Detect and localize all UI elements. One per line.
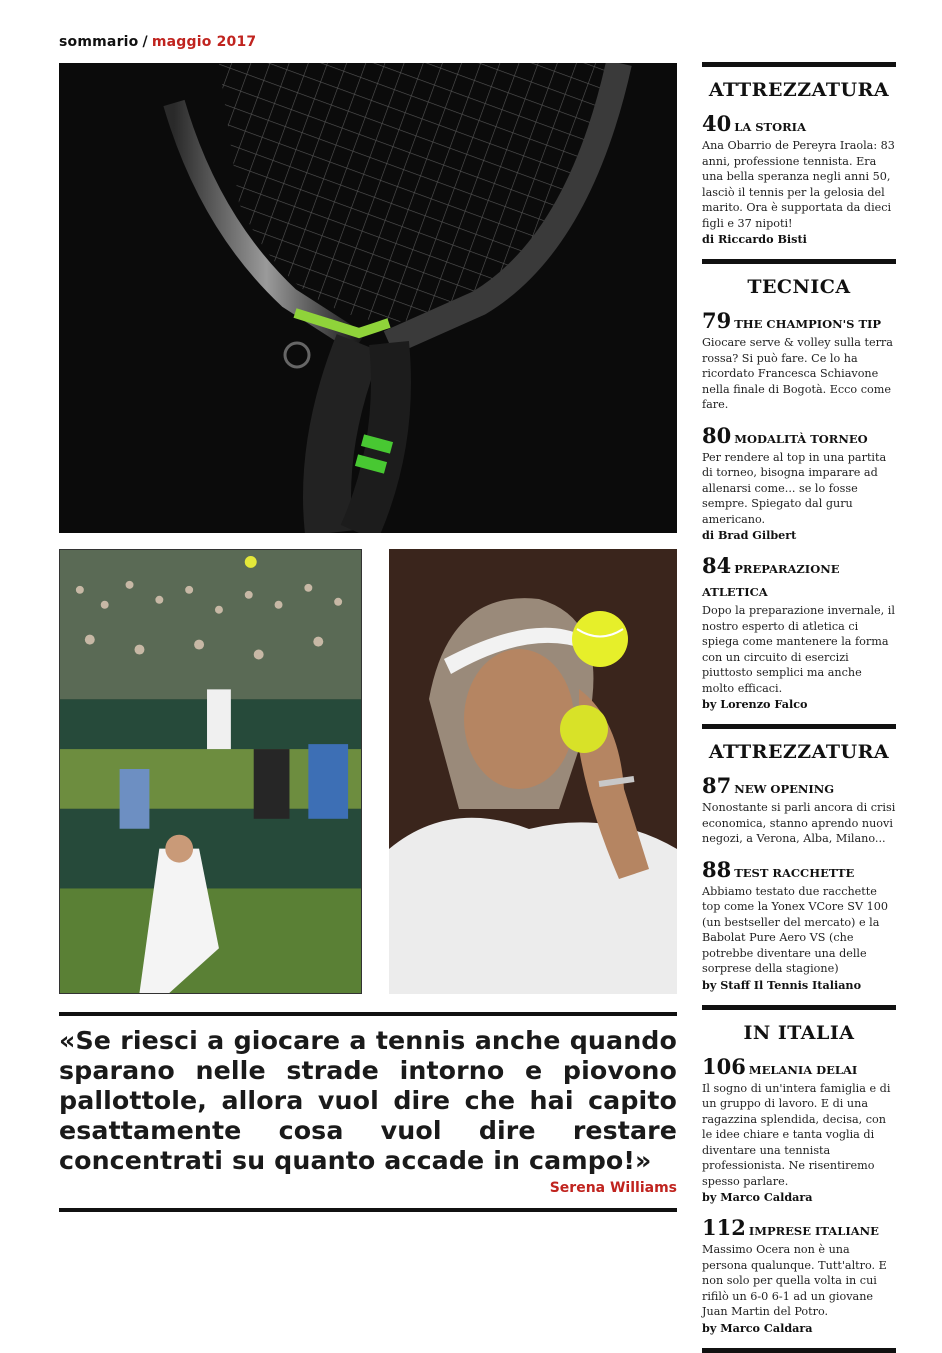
racquet-photo [59,63,677,533]
item-title: PREPARAZIONE ATLETICA [702,562,840,599]
toc-item[interactable] [702,555,896,712]
item-title: THE CHAMPION'S TIP [734,317,882,331]
item-page-number: 87 [702,773,732,798]
item-author: by Marco Caldara [702,1190,813,1204]
item-page-number: 106 [702,1053,746,1079]
section-title: ATTREZZATURA [708,79,890,101]
pull-quote [59,1012,677,1212]
item-author: by Staff Il Tennis Italiano [702,977,862,992]
item-description: Ana Obarrio de Pereyra Iraola: 83 anni, professione tennista. Era una bella speranza negli anni 50, lasciò il tennis per la gelosia del marito. Ora è supportata da dieci figli e 37 nipoti! [702,139,895,230]
item-description: Nonostante si parli ancora di crisi economica, stanno aprendo nuovi negozi, a Verona, Alba, Milano... [702,801,896,845]
toc-item[interactable] [702,775,896,847]
section-rule [702,259,896,264]
section-title: TECNICA [747,276,851,298]
page-header [59,34,256,50]
item-title: MODALITÀ TORNEO [734,431,868,446]
item-author: di Riccardo Bisti [702,232,807,246]
toc-item[interactable] [702,1053,896,1206]
player-photo [389,549,677,994]
item-author: di Brad Gilbert [702,528,797,542]
item-description: Massimo Ocera non è una persona qualunque. Tutt'altro. E non solo per quella volta in cui rifilò un 6-0 6-1 ad un giovane Juan Martin del Potro. [702,1243,887,1318]
quote-top-rule [59,1012,677,1016]
toc-item[interactable] [702,856,896,993]
match-photo [59,549,362,994]
header-issue: maggio 2017 [151,34,257,50]
section-title: IN ITALIA [743,1021,855,1044]
toc-item[interactable] [702,113,896,247]
item-title: NEW OPENING [734,782,835,796]
item-title: MELANIA DELAI [748,1062,858,1077]
item-title: IMPRESE ITALIANE [748,1224,879,1238]
item-title: TEST RACCHETTE [734,865,855,880]
toc-item[interactable] [702,422,896,544]
toc-item[interactable] [702,1217,896,1336]
item-page-number: 84 [702,553,732,578]
header-section: sommario [59,34,139,50]
item-description: Per rendere al top in una partita di torneo, bisogna imparare ad allenarsi come... se lo fosse sempre. Spiegato dal guru americano. [702,450,887,526]
item-page-number: 79 [702,308,732,333]
section-rule [702,724,896,729]
section-rule [702,1348,896,1353]
item-description: Dopo la preparazione invernale, il nostro esperto di atletica ci spiega come mantenere la forma con un circuito di esercizi piuttosto semplici ma anche molto efficaci. [702,604,895,695]
header-separator: / [142,34,148,50]
toc-item[interactable] [702,310,896,413]
item-description: Abbiamo testato due racchette top come la Yonex VCore SV 100 (un bestseller del mercato) e la Babolat Pure Aero VS (che potrebbe diventare una delle sorprese della stagione) [702,884,888,975]
section-title: ATTREZZATURA [708,741,890,763]
section-rule [702,62,896,67]
item-title: LA STORIA [734,120,806,134]
item-author: by Lorenzo Falco [702,697,808,711]
item-author: by Marco Caldara [702,1320,813,1335]
quote-bottom-rule [59,1208,677,1212]
item-description: Il sogno di un'intera famiglia e di un gruppo di lavoro. E di una ragazzina splendida, decisa, con le idee chiare e tanta voglia di diventare una tennista professionista. Ne risentiremo spesso parlare. [702,1081,891,1188]
item-page-number: 40 [702,111,732,136]
item-page-number: 112 [702,1215,746,1240]
item-description: Giocare serve & volley sulla terra rossa? Si può fare. Ce lo ha ricordato Francesca Schiavone nella finale di Bogotà. Ecco come fare. [702,336,893,411]
quote-text: «Se riesci a giocare a tennis anche quando sparano nelle strade intorno e piovono pallottole, allora vuol dire che hai capito esattamente cosa vuol dire restare concentrati su quanto accade in campo!» [59,1026,677,1175]
item-page-number: 88 [702,856,732,882]
contents-sidebar [702,62,896,1353]
quote-author: Serena Williams [549,1180,677,1196]
section-rule [702,1005,896,1010]
item-page-number: 80 [702,422,732,448]
